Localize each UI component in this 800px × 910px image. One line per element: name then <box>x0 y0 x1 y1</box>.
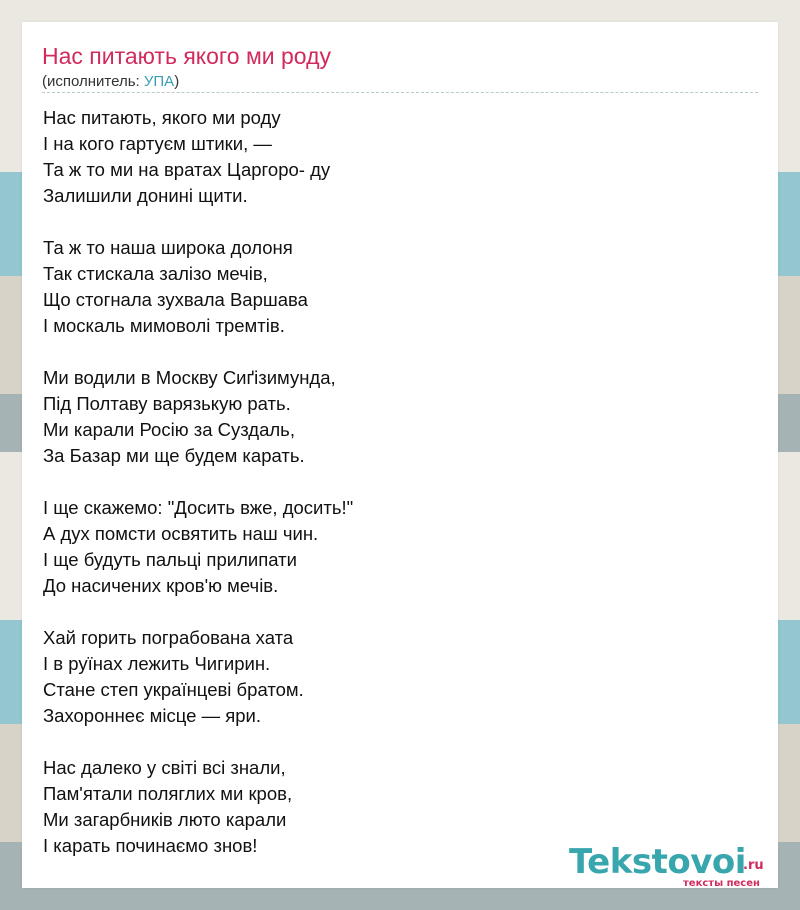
lyric-line: Хай горить пограбована хата <box>43 627 294 648</box>
performer-line <box>42 73 179 90</box>
lyrics-stanza <box>43 755 353 859</box>
header-divider <box>42 92 758 93</box>
lyric-line: Пам'ятали поляглих ми кров, <box>43 783 293 804</box>
lyrics-body <box>43 105 353 885</box>
lyric-line: Ми водили в Москву Сиґізимунда, <box>43 367 336 388</box>
site-logo[interactable] <box>569 842 779 892</box>
lyric-line: До насичених кров'ю мечів. <box>43 575 279 596</box>
performer-suffix: ) <box>174 73 180 90</box>
lyric-line: Ми загарбників люто карали <box>43 809 287 830</box>
artist-link[interactable]: УПА <box>143 73 175 90</box>
logo-tld: .ru <box>743 858 764 873</box>
lyric-line: Під Полтаву варязькую рать. <box>43 393 291 414</box>
lyrics-stanza <box>43 235 353 339</box>
logo-name: Tekstovoi <box>569 842 746 882</box>
lyric-line: Ми карали Росію за Суздаль, <box>43 419 295 440</box>
lyric-line: Та ж то наша широка долоня <box>43 237 293 258</box>
lyric-line: І ще будуть пальці прилипати <box>43 549 297 570</box>
lyric-line: Стане степ українцеві братом. <box>43 679 304 700</box>
lyric-line: І москаль мимоволі тремтів. <box>43 315 285 336</box>
lyric-line: За Базар ми ще будем карать. <box>43 445 305 466</box>
lyrics-stanza <box>43 495 353 599</box>
lyric-line: І на кого гартуєм штики, — <box>43 133 272 154</box>
lyrics-card <box>22 22 778 888</box>
lyric-line: І карать починаємо знов! <box>43 835 258 856</box>
lyric-line: І ще скажемо: "Досить вже, досить!" <box>43 497 354 518</box>
lyric-line: Нас далеко у світі всі знали, <box>43 757 286 778</box>
lyrics-stanza <box>43 625 353 729</box>
performer-prefix: (исполнитель: <box>42 73 144 90</box>
lyric-line: Що стогнала зухвала Варшава <box>43 289 308 310</box>
lyric-line: Захороннеє місце — яри. <box>43 705 261 726</box>
lyric-line: І в руїнах лежить Чигирин. <box>43 653 271 674</box>
song-title: Нас питають якого ми роду <box>42 43 331 69</box>
lyric-line: Залишили донині щити. <box>43 185 248 206</box>
lyric-line: Так стискала залізо мечів, <box>43 263 268 284</box>
lyric-line: А дух помсти освятить наш чин. <box>43 523 319 544</box>
lyric-line: Нас питають, якого ми роду <box>43 107 281 128</box>
lyric-line: Та ж то ми на вратах Царгоро- ду <box>43 159 331 180</box>
lyrics-stanza <box>43 365 353 469</box>
logo-tagline: тексты песен <box>683 878 760 889</box>
lyrics-stanza <box>43 105 353 209</box>
